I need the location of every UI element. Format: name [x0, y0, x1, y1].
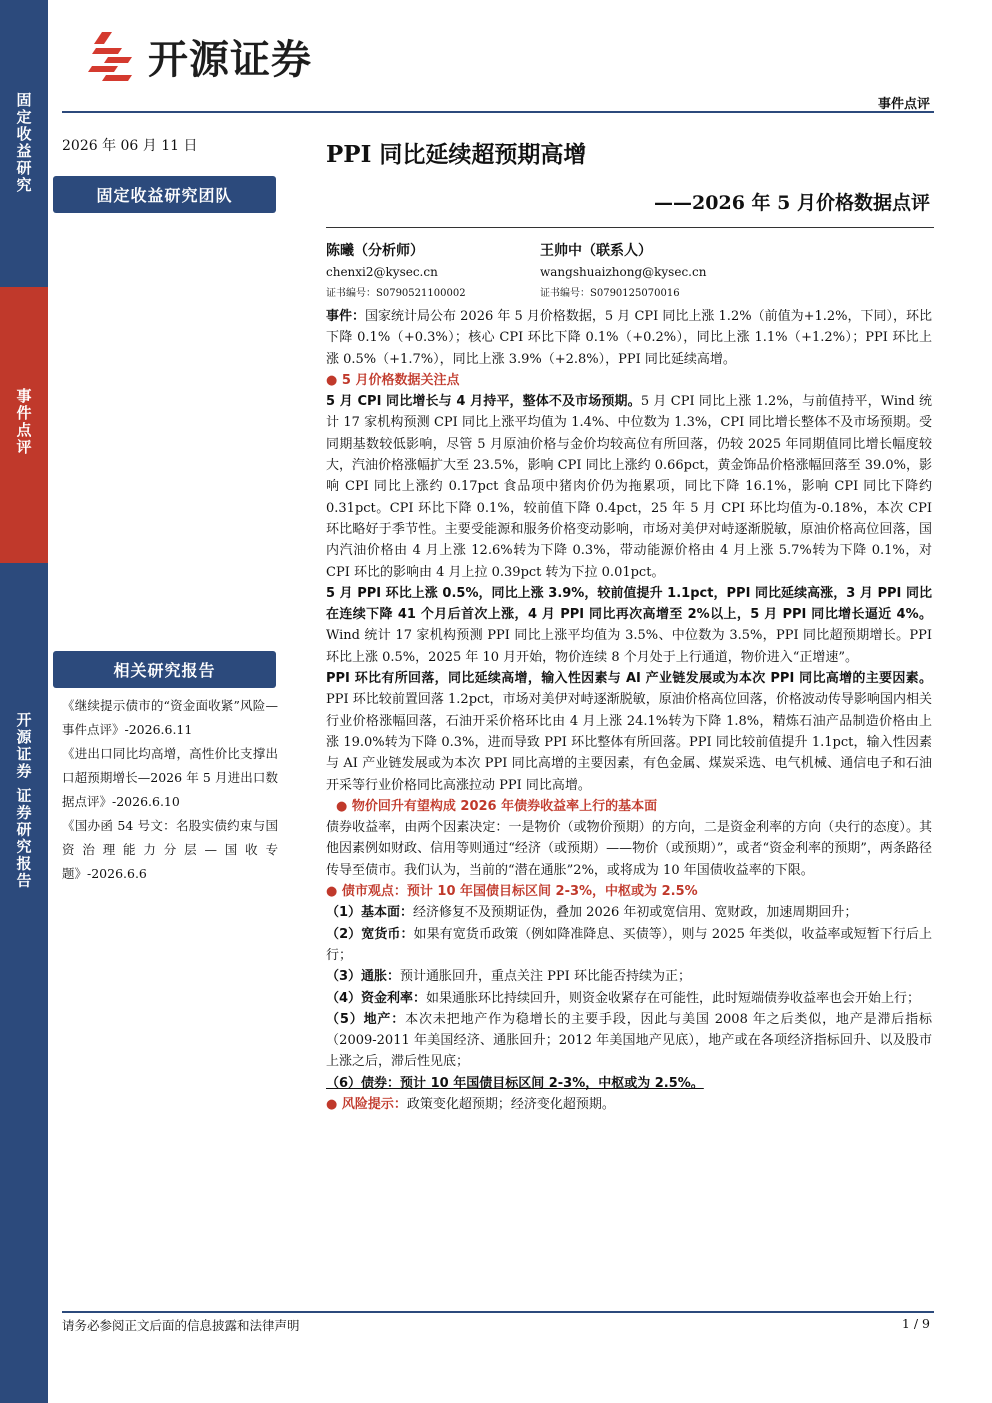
related-reports-list — [62, 694, 278, 886]
footer-disclaimer: 请务必参阅正文后面的信息披露和法律声明 — [62, 1318, 300, 1333]
section-heading: ● 5 月价格数据关注点 — [326, 370, 932, 391]
brand-name: 开源证券 — [148, 37, 312, 83]
author-name: 陈曦（分析师） — [326, 243, 424, 259]
brand-mark-icon — [88, 30, 138, 84]
page-subtitle: ——2026 年 5 月价格数据点评 — [654, 192, 930, 214]
brand-logo — [88, 28, 312, 85]
title-divider — [326, 227, 934, 228]
author-email[interactable]: chenxi2@kysec.cn — [326, 265, 438, 279]
report-body — [326, 306, 932, 1115]
ppi-drivers-paragraph: PPI 环比有所回落，同比延续高增，输入性因素与 AI 产业链发展或为本次 PPI 同比高增的主要因素。PPI 环比较前置回落 1.2pct，市场对美伊对峙逐渐脱敏，原油价格高位回落，价格波动传导影响国内相关行业价格涨幅回落，石油开采价格环比由 4 月上涨 24.1%转为下降 1.8%，精炼石油产品制造价格由上涨 19.0%转为下降 0.3%，进而导致 PPI 环比整体有所回落。PPI 同比较前值提升 1.1pct，输入性因素与 AI 产业链发展或为本次 PPI 同比高增的主要因素，有色金属、煤炭采选、电气机械、通信电子和石油开采等行业价格同比高涨拉动 PPI 同比高增。 — [326, 671, 932, 793]
sidebar-report-type: 事件点评 — [14, 388, 33, 456]
ppi-paragraph: 5 月 PPI 环比上涨 0.5%，同比上涨 3.9%，较前值提升 1.1pct，PPI 同比延续高涨，3 月 PPI 同比在连续下降 41 个月后首次上涨，4 月 PPI 同比再次高增至 2%以上，5 月 PPI 同比增长逼近 4%。Wind 统计 17 家机构预测 PPI 同比上涨平均值为 3.5%、中位数为 3.5%，PPI 同比超预期增长。PPI 环比上涨 0.5%，2025 年 10 月开始，物价连续 8 个月处于上行通道，物价进入“正增速”。 — [326, 585, 932, 665]
footer-divider — [62, 1311, 934, 1313]
view-item: （2）宽货币：如果有宽货币政策（例如降准降息、买债等），则与 2025 年类似，收益率或短暂下行后上行； — [326, 926, 932, 963]
author-2 — [540, 240, 706, 299]
view-item: （3）通胀：预计通胀回升，重点关注 PPI 环比能否持续为正； — [326, 969, 691, 985]
page-number: 1 / 9 — [901, 1316, 930, 1331]
author-1 — [326, 240, 466, 299]
sidebar-category: 固定收益研究 — [14, 92, 33, 194]
related-report-link[interactable]: 《国办函 54 号文：名股实债约束与国资治理能力分层—国收专题》-2026.6.6 — [62, 818, 278, 881]
risk-note: ● 风险提示：政策变化超预期；经济变化超预期。 — [326, 1094, 932, 1115]
view-item: （1）基本面：经济修复不及预期证伪，叠加 2026 年初或宽信用、宽财政，加速周期回升； — [326, 905, 858, 921]
related-report-link[interactable]: 《继续提示债市的“资金面收紧”风险—事件点评》-2026.6.11 — [62, 698, 278, 737]
view-item: （4）资金利率：如果通胀环比持续回升，则资金收紧存在可能性，此时短端债券收益率也会开始上行； — [326, 990, 921, 1006]
sidebar-strip — [0, 0, 48, 1403]
report-date: 2026 年 06 月 11 日 — [62, 138, 198, 154]
team-label: 固定收益研究团队 — [53, 176, 276, 213]
author-name: 王帅中（联系人） — [540, 243, 652, 259]
section-heading: ● 物价回升有望构成 2026 年债券收益率上行的基本面 — [326, 796, 932, 817]
author-cert: 证书编号：S0790521100002 — [326, 288, 466, 299]
report-type-tag: 事件点评 — [877, 97, 930, 112]
sidebar-publisher: 开源证券 证券研究报告 — [14, 712, 33, 890]
view-item-bonds: （6）债券：预计 10 年国债目标区间 2-3%，中枢或为 2.5%。 — [326, 1075, 704, 1091]
section-heading: ● 债市观点：预计 10 年国债目标区间 2-3%，中枢或为 2.5% — [326, 881, 932, 902]
yield-paragraph: 债券收益率，由两个因素决定：一是物价（或物价预期）的方向，二是资金利率的方向（央行的态度）。其他因素例如财政、信用等则通过“经济（或预期）——物价（或预期）”，或者“资金利率的预期”，两条路径传导至债市。我们认为，当前的“潜在通胀”2%，或将成为 10 年国债收益率的下限。 — [326, 820, 932, 878]
page-title: PPI 同比延续超预期高增 — [326, 141, 587, 168]
header-divider — [62, 111, 934, 113]
cpi-paragraph: 5 月 CPI 同比增长与 4 月持平，整体不及市场预期。5 月 CPI 同比上涨 1.2%，与前值持平，Wind 统计 17 家机构预测 CPI 同比上涨平均值为 1.4%、中位数为 1.3%，CPI 同比增长整体不及市场预期。受同期基数较低影响，尽管 5 月原油价格与金价均较高位有所回落，仍较 2025 年同期值同比增长幅度较大，汽油价格涨幅扩大至 23.5%，影响 CPI 同比上涨约 0.66pct，黄金饰品价格涨幅回落至 39.0%，影响 CPI 同比上涨约 0.17pct 食品项中猪肉价仍为拖累项，同比下降 16.1%，影响 CPI 同比下降约 0.31pct。CPI 环比下降 0.1%，较前值下降 0.4pct，25 年 5 月 CPI 环比均值为-0.18%，本次 CPI 环比略好于季节性。主要受能源和服务价格变动影响，市场对美伊对峙逐渐脱敏，原油价格高位回落，国内汽油价格由 4 月上涨 12.6%转为下降 0.3%，带动能源价格由 4 月上涨 5.7%转为下降 0.1%，对 CPI 环比的影响由 4 月上拉 0.39pct 转为下拉 0.01pct。 — [326, 394, 932, 580]
event-paragraph: 事件：国家统计局公布 2026 年 5 月价格数据，5 月 CPI 同比上涨 1.2%（前值为+1.2%，下同），环比下降 0.1%（+0.3%）；核心 CPI 环比下降 0.1%（+0.2%），同比上涨 1.1%（+1.2%）；PPI 环比上涨 0.5%（+1.7%），同比上涨 3.9%（+2.8%），PPI 同比延续高增。 — [326, 309, 932, 367]
author-email[interactable]: wangshuaizhong@kysec.cn — [540, 265, 707, 279]
author-cert: 证书编号：S0790125070016 — [540, 288, 680, 299]
view-item: （5）地产：本次未把地产作为稳增长的主要手段，因此与美国 2008 年之后类似，地产是滞后指标（2009-2011 年美国经济、通胀回升；2012 年美国地产见底），地产或在各项经济指标回升、以及股市上涨之后，滞后性见底； — [326, 1011, 932, 1070]
related-reports-heading: 相关研究报告 — [53, 651, 276, 688]
related-report-link[interactable]: 《进出口同比均高增，高性价比支撑出口超预期增长—2026 年 5 月进出口数据点评》-2026.6.10 — [62, 746, 278, 809]
